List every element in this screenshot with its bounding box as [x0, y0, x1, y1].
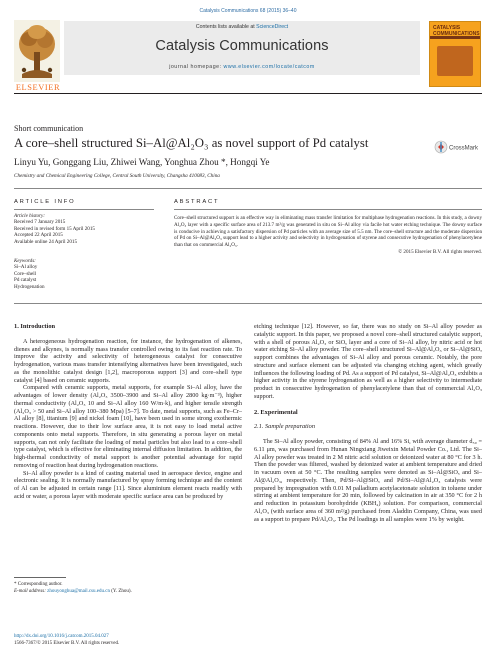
- crossmark-label: CrossMark: [449, 145, 479, 152]
- article-type: Short communication: [14, 124, 84, 133]
- abstract-end-rule: [14, 303, 482, 304]
- info-divider: [14, 209, 154, 210]
- right-paragraph-1: etching technique [12]. However, so far, there was no study on Si–Al alloy powder as catalytic support. In this paper, we proposed a novel core–shell structured catalytic support, with a shell of porous Al₂O₃ or SiOₓ layer and a core of Si–Al alloy, by nitric acid or hot water etching Si–Al alloy powder. The core–shell structured Si–Al@Al₂O₃ or Si–Al@SiOₓ support combines the advantages of Si–Al alloy and porous ceramic. Notably, the pore structure and surface element can be adjusted via changing etching agent, which greatly influences the following loading of Pd. As a support of Pd catalyst, Si–Al@Al₂O₃ exhibits a higher activity in the styrene hydrogenation as well as a higher selectivity to intermediate product in consecutive hydrogenation of phenylacetylene than that of commercial Al₂O₃ support.: [254, 323, 482, 400]
- article-history: [14, 213, 154, 245]
- journal-cover-thumbnail[interactable]: [429, 21, 481, 87]
- header-rule: [14, 93, 482, 94]
- history-accepted: Accepted 22 April 2015: [14, 232, 63, 239]
- article-title: A core–shell structured Si–Al@Al₂O₃ as novel support of Pd catalyst: [14, 136, 369, 150]
- keywords: [14, 258, 154, 290]
- intro-paragraph-2: Compared with ceramic supports, metal supports, for example Si–Al alloy, have the advantages of lower density (Al₂O₃ 3500–3900 and Si–Al alloy 2800 kg·m⁻³), higher thermal conductivity (Al₂O₃ 10 and Si–Al alloy 160 W/m·k), and higher tensile strength (Al₂O₃ > 50 and Si–Al alloy 100–380 Mpa) [5–7]. To date, metal supports, such as Fe–Cr–Al alloy [8], titanium [9] and nickel foam [10], have been used in some strong exothermic reactions. However, due to their low surface area, it is not easy to load metal active components onto metal supports. Therefore, in situ generating a porous layer on metal supports, can not only facilitate the loading of metal particles but also lead to a core–shell type catalyst, which is effective for eliminating internal diffusion limitation. In addition, the high-thermal conductivity of metal support is another potential advantage for rapid removing of reaction heat during hydrogenation reactions.: [14, 384, 242, 469]
- email-suffix: (Y. Zhou).: [109, 588, 132, 594]
- abstract-heading: ABSTRACT: [174, 199, 220, 205]
- history-label: Article history:: [14, 213, 45, 219]
- affiliation: Chemistry and Chemical Engineering College, Central South University, Changsha 410083, China: [14, 173, 220, 179]
- right-paragraph-2: The Si–Al alloy powder, consisting of 84% Al and 16% Si, with average diameter d₅₀ = 6.11 μm, was purchased from Hunan Ningxiang Jiweixin Metal Powder Co., Ltd. The Si–Al alloy powder was treated in 2 M nitric acid solution or deionized water at 80 °C for 3 h. Then the powder was filtered, washed by deionized water at ambient temperature and dried in vacuum oven at 50 °C. The resulting samples were denoted as Si–Al@SiOₓ and Si–Al@Al₂O₃, respectively. Then, Pd/Si–Al@SiOₓ and Pd/Si–Al@Al₂O₃ catalysts were prepared by impregnation with 0.01 M palladium acetylacetonate solution in toluene under stirring at ambient temperature for 20 min, followed by calcination in air at 350 °C for 2 h and reduction in potassium borohydride (KBH₄) solution. For comparison, commercial Al₂O₃ (with surface area of 360 m²/g) purchased from Aladdin Company, China, was used as a support to prepare Pd/Al₂O₃. The Pd loadings in all samples were 1% by weight.: [254, 438, 482, 523]
- email-link[interactable]: zhouyonghua@mail.csu.edu.cn: [47, 588, 110, 594]
- sciencedirect-link[interactable]: ScienceDirect: [256, 24, 289, 30]
- history-received: Received 7 January 2015: [14, 219, 66, 226]
- keyword: Hydrogenation: [14, 283, 45, 290]
- cover-title: CATALYSIS COMMUNICATIONS: [433, 25, 480, 37]
- keyword: Si–Al alloy: [14, 264, 38, 271]
- journal-citation[interactable]: Catalysis Communications 68 (2015) 36–40: [199, 8, 297, 14]
- cover-image: [437, 46, 473, 76]
- history-revised: Received in revised form 15 April 2015: [14, 225, 95, 232]
- left-column: [14, 323, 242, 501]
- elsevier-wordmark: ELSEVIER: [15, 83, 61, 92]
- contents-prefix: Contents lists available at: [195, 24, 257, 30]
- email-line: [14, 589, 242, 596]
- issn-line: 1566-7367/© 2015 Elsevier B.V. All rights reserved.: [14, 640, 120, 646]
- authors: Linyu Yu, Gonggang Liu, Zhiwei Wang, Yonghua Zhou *, Hongqi Ye: [14, 157, 270, 167]
- corresponding-author: * Corresponding author.: [14, 582, 63, 587]
- elsevier-tree-logo-icon: [14, 20, 60, 86]
- keyword: Core–shell: [14, 270, 37, 277]
- article-info-heading: ARTICLE INFO: [14, 199, 76, 205]
- right-column: [254, 323, 482, 523]
- crossmark-icon[interactable]: [434, 140, 484, 154]
- email-label: E-mail address:: [14, 588, 48, 594]
- abstract-divider: [174, 209, 482, 210]
- contents-line: [64, 24, 420, 30]
- abstract-body: Core–shell structured support is an effective way in eliminating mass transfer limitation for multiphase hydrogenation reactions. In this study, a downy Al₂O₃ layer with a specific surface area of 213.7 m²/g was generated in situ on Si–Al alloy via facile hot water etching technique. The downy surface is conducive in achieving a satisfactory dispersion of Pd particles with an average size of 5.5 nm. The core–shell structure and the moderate dispersion of Pd on Si–Al@Al₂O₃ support lead to a higher activity and selectivity in hydrogenation of styrene and consecutive hydrogenation of phenylacetylene than that on commercial Al₂O₃.: [174, 215, 482, 249]
- introduction-heading: 1. Introduction: [14, 323, 56, 330]
- history-online: Available online 24 April 2015: [14, 238, 77, 245]
- abstract-copyright: © 2015 Elsevier B.V. All rights reserved.: [398, 248, 482, 255]
- intro-paragraph-3: Si–Al alloy powder is a kind of casting material used in aerospace device, engine and electronic sealing. It is normally manufactured by spray forming technique and the content of Al can be adjusted in certain range [11]. Since aluminium element reacts readily with acid or water, a porous layer with moderate specific surface area can be produced by: [14, 469, 242, 500]
- homepage-link[interactable]: www.elsevier.com/locate/catcom: [223, 64, 315, 70]
- doi-link[interactable]: http://dx.doi.org/10.1016/j.catcom.2015.04.027: [14, 634, 109, 639]
- keywords-label: Keywords:: [14, 258, 36, 264]
- keyword: Pd catalyst: [14, 277, 37, 284]
- journal-homepage: [64, 64, 420, 70]
- journal-title: Catalysis Communications: [155, 38, 329, 54]
- homepage-prefix: journal homepage:: [169, 64, 224, 70]
- experimental-heading: 2. Experimental: [254, 408, 298, 416]
- footnote: [14, 582, 242, 595]
- affiliation-rule: [14, 188, 482, 189]
- intro-paragraph-1: A heterogeneous hydrogenation reaction, for instance, the hydrogenation of alkenes, dienes and alkynes, is normally mass transfer controlled owing to its fast reaction rate. To improve the activity and selectivity of heterogeneous catalyst for consecutive hydrogenation, various mass transfer intensifying alternatives have been investigated, such as the monolithic catalyst design [1,2], macroporous support [3] and core–shell type catalyst [4] based on ceramic supports.: [14, 337, 242, 384]
- abstract-text: [174, 215, 482, 256]
- doi-block: [14, 634, 242, 647]
- footnote-rule: [14, 577, 66, 578]
- sample-preparation-heading: 2.1. Sample preparation: [254, 423, 315, 431]
